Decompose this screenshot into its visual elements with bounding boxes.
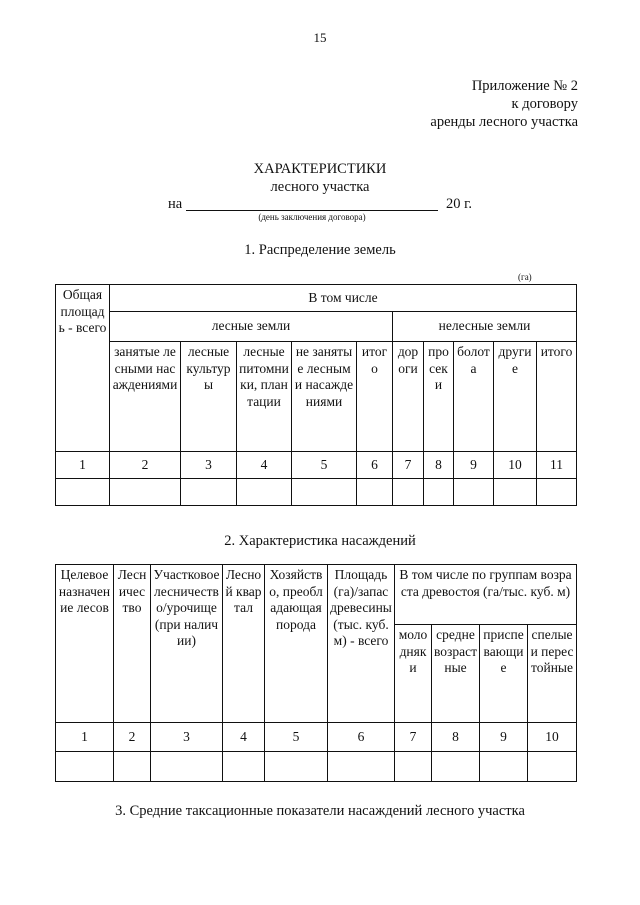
appendix-header: [430, 77, 578, 131]
document-title: [0, 160, 640, 196]
col-header: дороги: [393, 342, 424, 452]
forest-lands-header: лесные земли: [110, 312, 393, 342]
age-groups-header: В том числе по группам возраста древостоя (га/тыс. куб. м): [395, 565, 577, 625]
col-number: 9: [480, 723, 528, 752]
table-row: [56, 752, 577, 782]
col-number: 1: [56, 723, 114, 752]
including-header: В том числе: [110, 285, 577, 312]
col-number: 6: [328, 723, 395, 752]
col-number: 6: [357, 452, 393, 479]
col-number: 10: [494, 452, 537, 479]
appendix-line-1: Приложение № 2: [471, 78, 578, 94]
col-number: 3: [151, 723, 223, 752]
col-header: спелые и перестойные: [528, 625, 577, 723]
col-number: 10: [528, 723, 577, 752]
col-header: лесные питомники, плантации: [237, 342, 292, 452]
col-header: просеки: [424, 342, 454, 452]
col-number: 7: [395, 723, 432, 752]
total-area-header: Общая площадь - всего: [56, 285, 110, 452]
table-row: [56, 479, 577, 506]
col-header: Лесной квартал: [223, 565, 265, 723]
col-header: Лесничество: [114, 565, 151, 723]
col-header: молодняки: [395, 625, 432, 723]
section2-heading: 2. Характеристика насаждений: [224, 533, 416, 549]
section3-heading: 3. Средние таксационные показатели насаждений лесного участка: [115, 803, 525, 819]
col-number: 8: [432, 723, 480, 752]
col-number: 9: [454, 452, 494, 479]
title-line-2: лесного участка: [270, 179, 370, 195]
land-distribution-table: [55, 284, 577, 506]
stands-characteristics-table: [55, 564, 577, 782]
col-header: Целевое назначение лесов: [56, 565, 114, 723]
column-numbers-row: [56, 452, 577, 479]
col-number: 2: [110, 452, 181, 479]
col-number: 4: [223, 723, 265, 752]
date-year: 20 г.: [446, 196, 473, 212]
appendix-line-2: к договору: [511, 96, 578, 112]
col-header: средневозрастные: [432, 625, 480, 723]
col-header: итого: [537, 342, 577, 452]
col-number: 2: [114, 723, 151, 752]
unit-label: (га): [518, 272, 532, 282]
col-number: 8: [424, 452, 454, 479]
col-number: 11: [537, 452, 577, 479]
col-header: другие: [494, 342, 537, 452]
col-header: болота: [454, 342, 494, 452]
date-prefix: на: [168, 196, 183, 212]
col-number: 4: [237, 452, 292, 479]
col-header: Площадь (га)/запас древесины (тыс. куб. м) - всего: [328, 565, 395, 723]
appendix-line-3: аренды лесного участка: [430, 114, 578, 130]
nonforest-lands-header: нелесные земли: [393, 312, 577, 342]
col-number: 7: [393, 452, 424, 479]
col-number: 5: [292, 452, 357, 479]
date-hint: (день заключения договора): [258, 212, 366, 222]
col-number: 1: [56, 452, 110, 479]
section1-heading: 1. Распределение земель: [244, 242, 396, 258]
page-number: 15: [313, 30, 327, 45]
col-header: занятые лесными насаждениями: [110, 342, 181, 452]
col-number: 3: [181, 452, 237, 479]
date-blank-line: [186, 210, 438, 211]
col-header: не занятые лесным и насаждениями: [292, 342, 357, 452]
col-number: 5: [265, 723, 328, 752]
column-numbers-row: [56, 723, 577, 752]
col-header: Участковое лесничество/урочище (при наличии): [151, 565, 223, 723]
title-line-1: ХАРАКТЕРИСТИКИ: [253, 161, 387, 177]
col-header: итого: [357, 342, 393, 452]
col-header: Хозяйство, преобладающая порода: [265, 565, 328, 723]
col-header: приспевающие: [480, 625, 528, 723]
col-header: лесные культуры: [181, 342, 237, 452]
